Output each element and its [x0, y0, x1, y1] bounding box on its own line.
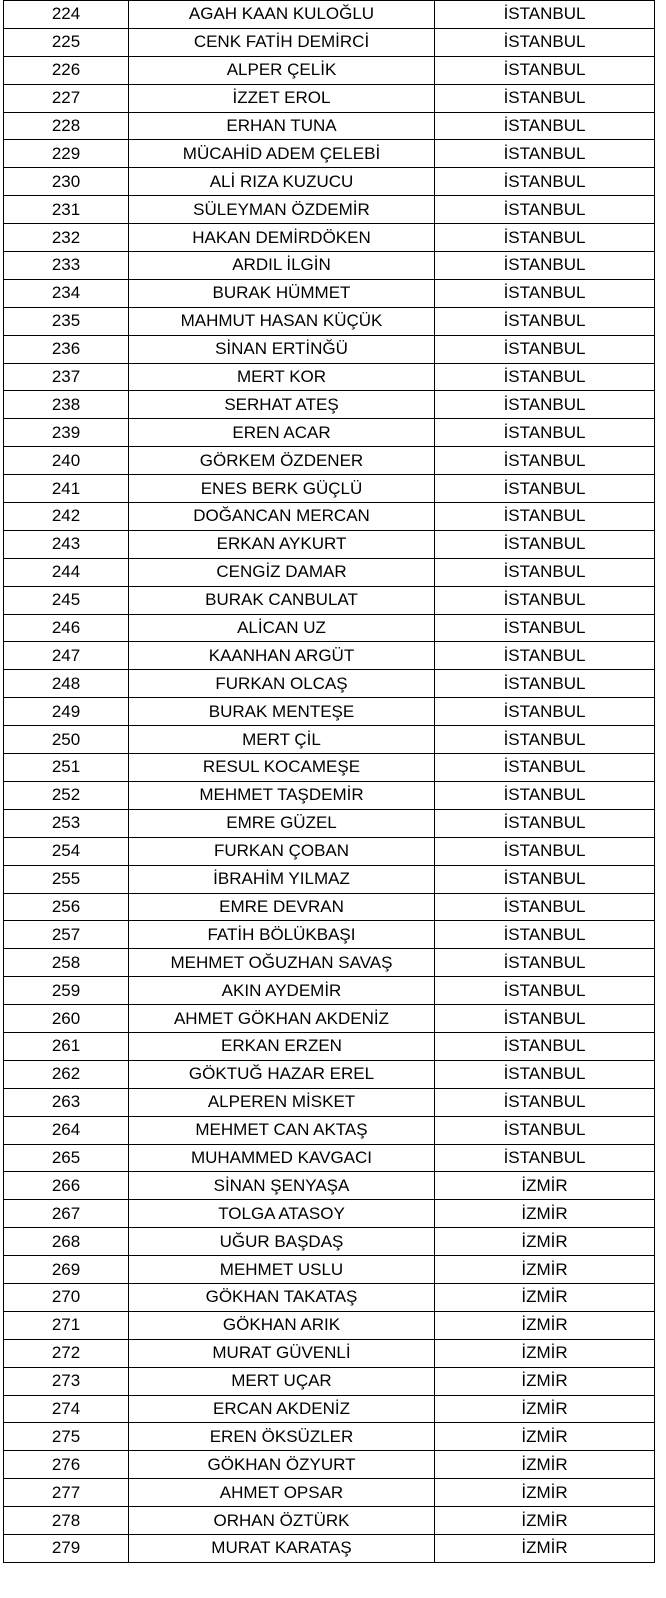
name-cell: EMRE GÜZEL [129, 809, 435, 837]
name-cell: ERHAN TUNA [129, 112, 435, 140]
name-cell: FATİH BÖLÜKBAŞI [129, 921, 435, 949]
name-cell: GÖRKEM ÖZDENER [129, 447, 435, 475]
name-cell: AKIN AYDEMİR [129, 977, 435, 1005]
row-number-cell: 244 [4, 558, 129, 586]
city-cell: İZMİR [435, 1256, 655, 1284]
city-cell: İSTANBUL [435, 475, 655, 503]
table-row [4, 949, 655, 977]
table-row [4, 1256, 655, 1284]
row-number-cell: 262 [4, 1060, 129, 1088]
table-row [4, 977, 655, 1005]
city-cell: İSTANBUL [435, 224, 655, 252]
city-cell: İSTANBUL [435, 670, 655, 698]
city-cell: İSTANBUL [435, 977, 655, 1005]
city-cell: İSTANBUL [435, 419, 655, 447]
row-number-cell: 253 [4, 809, 129, 837]
name-cell: EREN ÖKSÜZLER [129, 1423, 435, 1451]
name-cell: GÖKHAN TAKATAŞ [129, 1283, 435, 1311]
row-number-cell: 252 [4, 781, 129, 809]
name-cell: FURKAN OLCAŞ [129, 670, 435, 698]
city-cell: İZMİR [435, 1339, 655, 1367]
row-number-cell: 270 [4, 1283, 129, 1311]
name-cell: İBRAHİM YILMAZ [129, 865, 435, 893]
city-cell: İSTANBUL [435, 921, 655, 949]
participant-table [3, 0, 655, 1563]
name-cell: ALPEREN MİSKET [129, 1088, 435, 1116]
city-cell: İSTANBUL [435, 754, 655, 782]
table-row [4, 614, 655, 642]
name-cell: ORHAN ÖZTÜRK [129, 1507, 435, 1535]
table-row [4, 56, 655, 84]
row-number-cell: 243 [4, 530, 129, 558]
name-cell: RESUL KOCAMEŞE [129, 754, 435, 782]
city-cell: İSTANBUL [435, 28, 655, 56]
city-cell: İZMİR [435, 1283, 655, 1311]
row-number-cell: 227 [4, 84, 129, 112]
row-number-cell: 272 [4, 1339, 129, 1367]
row-number-cell: 250 [4, 726, 129, 754]
row-number-cell: 277 [4, 1479, 129, 1507]
table-row [4, 1367, 655, 1395]
row-number-cell: 273 [4, 1367, 129, 1395]
city-cell: İSTANBUL [435, 279, 655, 307]
city-cell: İSTANBUL [435, 252, 655, 280]
table-row [4, 419, 655, 447]
city-cell: İSTANBUL [435, 949, 655, 977]
row-number-cell: 279 [4, 1534, 129, 1562]
name-cell: ERKAN AYKURT [129, 530, 435, 558]
name-cell: ERKAN ERZEN [129, 1032, 435, 1060]
name-cell: MERT ÇİL [129, 726, 435, 754]
row-number-cell: 232 [4, 224, 129, 252]
table-row [4, 837, 655, 865]
name-cell: AHMET GÖKHAN AKDENİZ [129, 1005, 435, 1033]
name-cell: DOĞANCAN MERCAN [129, 503, 435, 531]
name-cell: MERT UÇAR [129, 1367, 435, 1395]
city-cell: İZMİR [435, 1172, 655, 1200]
city-cell: İSTANBUL [435, 1032, 655, 1060]
name-cell: ARDIL İLGİN [129, 252, 435, 280]
row-number-cell: 269 [4, 1256, 129, 1284]
row-number-cell: 257 [4, 921, 129, 949]
city-cell: İZMİR [435, 1423, 655, 1451]
row-number-cell: 271 [4, 1311, 129, 1339]
city-cell: İZMİR [435, 1228, 655, 1256]
row-number-cell: 240 [4, 447, 129, 475]
table-row [4, 279, 655, 307]
city-cell: İZMİR [435, 1200, 655, 1228]
table-row [4, 698, 655, 726]
row-number-cell: 228 [4, 112, 129, 140]
name-cell: CENK FATİH DEMİRCİ [129, 28, 435, 56]
row-number-cell: 248 [4, 670, 129, 698]
row-number-cell: 255 [4, 865, 129, 893]
city-cell: İSTANBUL [435, 698, 655, 726]
table-row [4, 1479, 655, 1507]
table-row [4, 1060, 655, 1088]
city-cell: İSTANBUL [435, 140, 655, 168]
city-cell: İSTANBUL [435, 530, 655, 558]
name-cell: MEHMET OĞUZHAN SAVAŞ [129, 949, 435, 977]
table-row [4, 1088, 655, 1116]
name-cell: SİNAN ERTİNĞÜ [129, 335, 435, 363]
table-row [4, 558, 655, 586]
table-row [4, 1172, 655, 1200]
name-cell: MERT KOR [129, 363, 435, 391]
name-cell: ALPER ÇELİK [129, 56, 435, 84]
name-cell: MURAT GÜVENLİ [129, 1339, 435, 1367]
table-row [4, 84, 655, 112]
city-cell: İZMİR [435, 1451, 655, 1479]
name-cell: ENES BERK GÜÇLÜ [129, 475, 435, 503]
table-row [4, 168, 655, 196]
table-row [4, 1005, 655, 1033]
name-cell: MURAT KARATAŞ [129, 1534, 435, 1562]
row-number-cell: 229 [4, 140, 129, 168]
table-row [4, 754, 655, 782]
row-number-cell: 225 [4, 28, 129, 56]
row-number-cell: 259 [4, 977, 129, 1005]
table-row [4, 1144, 655, 1172]
table-row [4, 503, 655, 531]
city-cell: İZMİR [435, 1367, 655, 1395]
city-cell: İZMİR [435, 1395, 655, 1423]
row-number-cell: 230 [4, 168, 129, 196]
row-number-cell: 265 [4, 1144, 129, 1172]
row-number-cell: 234 [4, 279, 129, 307]
table-row [4, 1311, 655, 1339]
name-cell: AHMET OPSAR [129, 1479, 435, 1507]
row-number-cell: 263 [4, 1088, 129, 1116]
table-row [4, 1534, 655, 1562]
table-row [4, 1228, 655, 1256]
table-row [4, 140, 655, 168]
table-row [4, 1032, 655, 1060]
name-cell: MAHMUT HASAN KÜÇÜK [129, 307, 435, 335]
table-row [4, 1116, 655, 1144]
city-cell: İSTANBUL [435, 586, 655, 614]
name-cell: EMRE DEVRAN [129, 893, 435, 921]
name-cell: BURAK HÜMMET [129, 279, 435, 307]
row-number-cell: 256 [4, 893, 129, 921]
name-cell: SÜLEYMAN ÖZDEMİR [129, 196, 435, 224]
name-cell: TOLGA ATASOY [129, 1200, 435, 1228]
table-row [4, 781, 655, 809]
city-cell: İSTANBUL [435, 781, 655, 809]
table-row [4, 1283, 655, 1311]
row-number-cell: 261 [4, 1032, 129, 1060]
row-number-cell: 266 [4, 1172, 129, 1200]
name-cell: ALİCAN UZ [129, 614, 435, 642]
table-row [4, 1395, 655, 1423]
name-cell: MÜCAHİD ADEM ÇELEBİ [129, 140, 435, 168]
name-cell: ERCAN AKDENİZ [129, 1395, 435, 1423]
name-cell: AGAH KAAN KULOĞLU [129, 1, 435, 29]
name-cell: MEHMET CAN AKTAŞ [129, 1116, 435, 1144]
row-number-cell: 239 [4, 419, 129, 447]
row-number-cell: 238 [4, 391, 129, 419]
city-cell: İSTANBUL [435, 196, 655, 224]
row-number-cell: 267 [4, 1200, 129, 1228]
table-row [4, 1200, 655, 1228]
name-cell: MUHAMMED KAVGACI [129, 1144, 435, 1172]
city-cell: İSTANBUL [435, 1005, 655, 1033]
row-number-cell: 268 [4, 1228, 129, 1256]
table-row [4, 307, 655, 335]
city-cell: İZMİR [435, 1311, 655, 1339]
table-row [4, 586, 655, 614]
table-row [4, 252, 655, 280]
row-number-cell: 226 [4, 56, 129, 84]
table-row [4, 530, 655, 558]
table-row [4, 112, 655, 140]
table-row [4, 224, 655, 252]
name-cell: MEHMET USLU [129, 1256, 435, 1284]
city-cell: İSTANBUL [435, 726, 655, 754]
city-cell: İSTANBUL [435, 642, 655, 670]
row-number-cell: 233 [4, 252, 129, 280]
row-number-cell: 247 [4, 642, 129, 670]
name-cell: İZZET EROL [129, 84, 435, 112]
name-cell: MEHMET TAŞDEMİR [129, 781, 435, 809]
row-number-cell: 278 [4, 1507, 129, 1535]
name-cell: GÖKTUĞ HAZAR EREL [129, 1060, 435, 1088]
table-row [4, 1339, 655, 1367]
row-number-cell: 237 [4, 363, 129, 391]
name-cell: CENGİZ DAMAR [129, 558, 435, 586]
city-cell: İSTANBUL [435, 335, 655, 363]
city-cell: İSTANBUL [435, 391, 655, 419]
row-number-cell: 275 [4, 1423, 129, 1451]
row-number-cell: 264 [4, 1116, 129, 1144]
city-cell: İSTANBUL [435, 307, 655, 335]
name-cell: SERHAT ATEŞ [129, 391, 435, 419]
city-cell: İSTANBUL [435, 1060, 655, 1088]
table-row [4, 28, 655, 56]
table-row [4, 1, 655, 29]
row-number-cell: 236 [4, 335, 129, 363]
city-cell: İSTANBUL [435, 168, 655, 196]
row-number-cell: 224 [4, 1, 129, 29]
row-number-cell: 235 [4, 307, 129, 335]
row-number-cell: 258 [4, 949, 129, 977]
row-number-cell: 251 [4, 754, 129, 782]
name-cell: FURKAN ÇOBAN [129, 837, 435, 865]
city-cell: İZMİR [435, 1479, 655, 1507]
row-number-cell: 276 [4, 1451, 129, 1479]
table-row [4, 335, 655, 363]
city-cell: İSTANBUL [435, 1144, 655, 1172]
table-row [4, 196, 655, 224]
row-number-cell: 245 [4, 586, 129, 614]
row-number-cell: 242 [4, 503, 129, 531]
name-cell: ALİ RIZA KUZUCU [129, 168, 435, 196]
table-row [4, 1451, 655, 1479]
city-cell: İSTANBUL [435, 1, 655, 29]
city-cell: İSTANBUL [435, 503, 655, 531]
city-cell: İSTANBUL [435, 558, 655, 586]
table-row [4, 921, 655, 949]
city-cell: İSTANBUL [435, 893, 655, 921]
name-cell: HAKAN DEMİRDÖKEN [129, 224, 435, 252]
row-number-cell: 231 [4, 196, 129, 224]
table-row [4, 475, 655, 503]
table-row [4, 642, 655, 670]
row-number-cell: 274 [4, 1395, 129, 1423]
table-row [4, 670, 655, 698]
city-cell: İSTANBUL [435, 56, 655, 84]
table-row [4, 1423, 655, 1451]
name-cell: EREN ACAR [129, 419, 435, 447]
city-cell: İSTANBUL [435, 1088, 655, 1116]
city-cell: İSTANBUL [435, 809, 655, 837]
city-cell: İSTANBUL [435, 112, 655, 140]
table-row [4, 447, 655, 475]
name-cell: GÖKHAN ÖZYURT [129, 1451, 435, 1479]
name-cell: BURAK MENTEŞE [129, 698, 435, 726]
city-cell: İSTANBUL [435, 447, 655, 475]
city-cell: İSTANBUL [435, 363, 655, 391]
city-cell: İZMİR [435, 1507, 655, 1535]
city-cell: İSTANBUL [435, 837, 655, 865]
name-cell: GÖKHAN ARIK [129, 1311, 435, 1339]
name-cell: UĞUR BAŞDAŞ [129, 1228, 435, 1256]
name-cell: SİNAN ŞENYAŞA [129, 1172, 435, 1200]
name-cell: BURAK CANBULAT [129, 586, 435, 614]
city-cell: İZMİR [435, 1534, 655, 1562]
city-cell: İSTANBUL [435, 84, 655, 112]
row-number-cell: 260 [4, 1005, 129, 1033]
table-body [4, 1, 655, 1563]
row-number-cell: 249 [4, 698, 129, 726]
table-row [4, 726, 655, 754]
city-cell: İSTANBUL [435, 865, 655, 893]
table-row [4, 391, 655, 419]
table-row [4, 1507, 655, 1535]
name-cell: KAANHAN ARGÜT [129, 642, 435, 670]
table-row [4, 809, 655, 837]
row-number-cell: 241 [4, 475, 129, 503]
table-row [4, 363, 655, 391]
row-number-cell: 246 [4, 614, 129, 642]
table-row [4, 865, 655, 893]
city-cell: İSTANBUL [435, 1116, 655, 1144]
table-row [4, 893, 655, 921]
city-cell: İSTANBUL [435, 614, 655, 642]
row-number-cell: 254 [4, 837, 129, 865]
